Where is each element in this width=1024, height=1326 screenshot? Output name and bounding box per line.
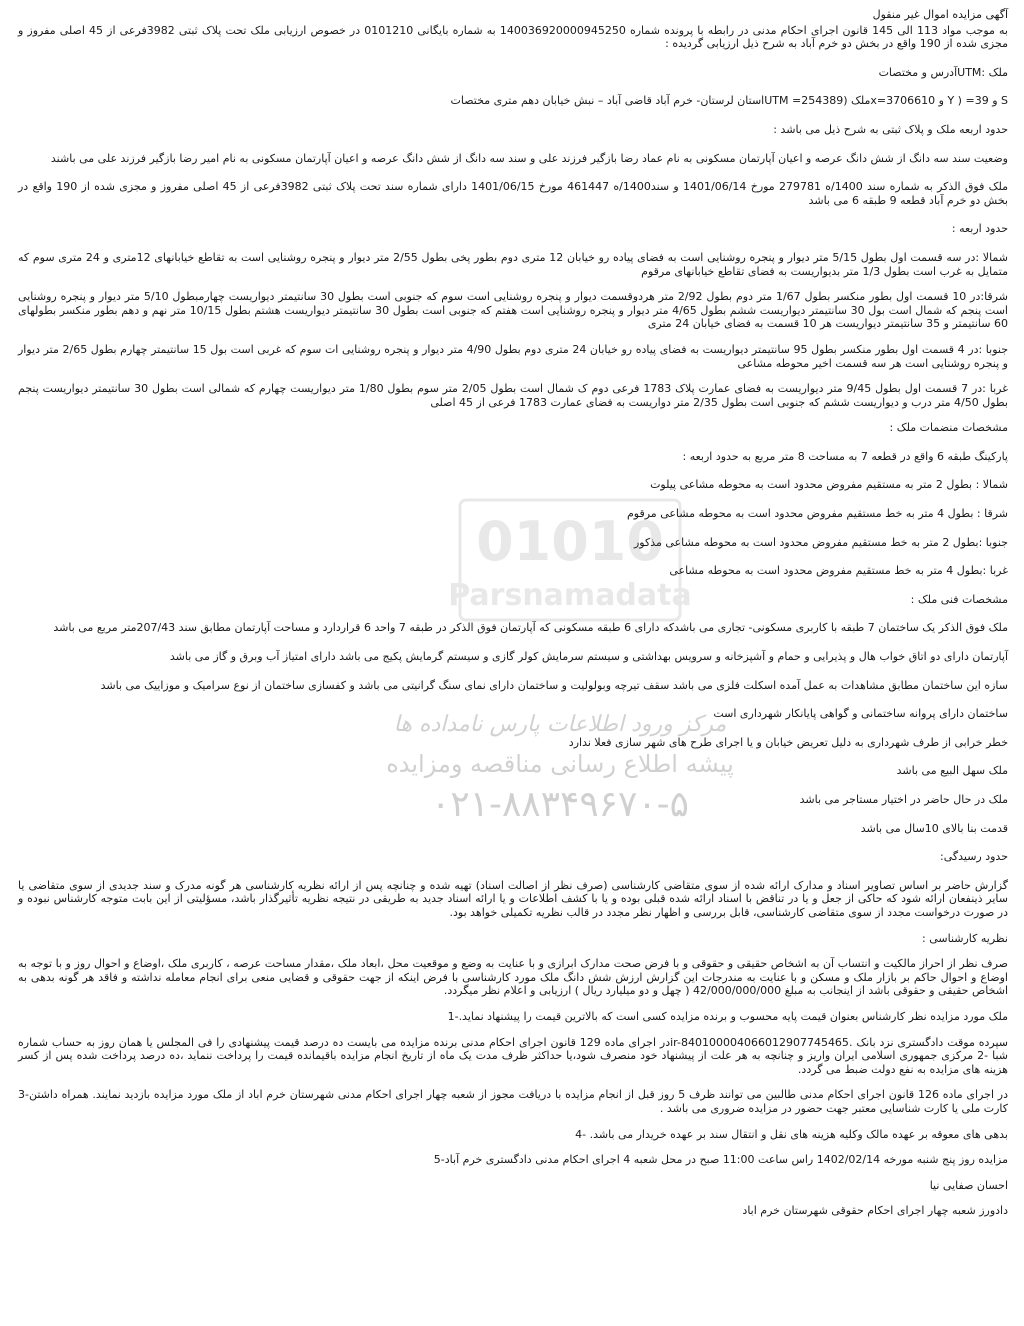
technical-heading: مشخصات فنی ملک : <box>910 592 1008 606</box>
auction-term-5: مزایده روز پنج شنبه مورخه 1402/02/14 راس ساعت 11:00 صبح در محل شعبه 4 اجرای احکام مدنی دادگستری خرم آباد-5 <box>433 1153 1008 1167</box>
expert-opinion-text: صرف نظر از احراز مالکیت و انتساب آن به اشخاص حقیقی و حقوقی و با فرض صحت مدارک ابرازی و با عنایت به وضع و موقعیت محل ،ابعاد ملک ،مقدار مساحت عرصه ، کاربری ملک ،اوضاع و احوال روز و با توجه به اوضاع و احوال حاکم بر بازار ملک و مسکن و با عنایت به مندرجات این گزارش ارزش شش دانگ ملک مورد کارشناسی با فرض اینکه از جهت حقوقی و قضایی منعی برای انجام معامله نداشته و فاقد هر گونه بدهی به اشخاص حقیقی و حقوقی باشد از اینجانب به مبلغ 42/000/000/000 ( چهل و دو میلیارد ریال ) ارزیابی و اعلام نظر میگردد. <box>18 957 1008 998</box>
auction-term-4: بدهی های معوقه بر عهده مالک وکلیه هزینه های نقل و انتقال سند بر عهده خریدار می باشد. -4 <box>575 1127 1008 1141</box>
parking-east: شرقا : بطول 4 متر به خط مستقیم مفروض محدود است به محوطه مشاعی مرقوم <box>626 507 1008 521</box>
apartment-features: آپارتمان دارای دو اتاق خواب هال و پذیرایی و حمام و آشپزخانه و سرویس بهداشتی و سیستم سرمایش کولر گازی و سیستم گرمایش پکیج می باشد دارای امتیاز آب وبرق و گاز می باشد <box>169 650 1008 664</box>
utm-coordinates: S و 39= ( Y و 3706610=xملک (254389= UTMاستان لرستان- خرم آباد قاضی آباد – نبش خیابان دهم متری مختصات <box>450 94 1008 108</box>
appurtenances-heading: مشخصات منضمات ملک : <box>889 421 1008 435</box>
review-scope-text: گزارش حاضر بر اساس تصاویر اسناد و مدارک ارائه شده از سوی متقاضی کارشناسی (صرف نظر از اصالت اسناد) تهیه شده و چنانچه پس از ارائه نظریه کارشناسی هر گونه مدرک و سند جدیدی از سوی متقاضی یا سایر ذینفعان ارائه شود که حاکی از جعل و یا در تناقض با اسناد ارائه شده قبلی بوده و یا با کشف اطلاعات و یا ارائه اسناد جدید به طریقی در نتیجه نظریه تأثیرگذار باشد، مسؤلیتی از این بابت متوجه کارشناس نبوده و در صورت درخواست مجدد از سوی متقاضی کارشناسی، قابل بررسی و اظهار نظر مجدد در قالب نظریه تکمیلی خواهد بود. <box>18 878 1008 919</box>
parking-north: شمالا : بطول 2 متر به مستقیم مفروض محدود است به محوطه مشاعی پیلوت <box>650 478 1008 492</box>
occupancy: ملک در حال حاضر در اختیار مستاجر می باشد <box>799 793 1008 806</box>
auction-term-3: در اجرای ماده 126 قانون اجرای احکام مدنی طالبین می توانند ظرف 5 روز قبل از انجام مزایده با دریافت مجوز از شعبه چهار اجرای احکام مدنی شهرستان خرم اباد از ملک مورد مزایده بازدید نمایند. همراه داشتن-3 کارت ملی یا کارت شناسایی معتبر جهت حضور در مزایده ضروری می باشد . <box>18 1088 1008 1115</box>
watermark-phone: ۰۲۱-۸۸۳۴۹۶۷۰-۵ <box>430 784 689 825</box>
signatory-title: دادورز شعبه چهار اجرای احکام حقوقی شهرستان خرم اباد <box>742 1204 1008 1218</box>
boundary-north: شمالا :در سه قسمت اول بطول 5/15 متر دیوار و پنجره روشنایی است به فضای پیاده رو خیابان 12 متری دوم بطور پخی بطول 2/55 متر دیوار و پنجره روشنایی است به تقاطع خیابانهای 12متری و 24 متری سوم که متمایل به غرب است بطول 1/3 متر بدیواریست به فضای تقاطع خیابانهای مرقوم <box>18 250 1009 278</box>
permit-status: ساختمان دارای پروانه ساختمانی و گواهی پایانکار شهرداری است <box>713 707 1008 721</box>
demolition-risk: خطر خرابی از طرف شهرداری به دلیل تعریض خیابان و یا اجرای طرح های شهر سازی فعلا ندارد <box>568 735 1008 749</box>
building-description: ملک فوق الذکر یک ساختمان 7 طبقه با کاربری مسکونی- تجاری می باشدکه دارای 6 طبقه مسکونی که آپارتمان فوق الذکر در طبقه 7 واحد 6 قراردارد و مساحت آپارتمان مطابق سند 207/43متر مربع می باشد <box>53 621 1008 635</box>
svg-text:01010: 01010 <box>476 510 664 573</box>
notice-title: آگهی مزایده اموال غیر منقول <box>872 8 1008 21</box>
expert-opinion-heading: نظریه کارشناسی : <box>922 931 1008 945</box>
signatory-name: احسان صفایی نیا <box>929 1178 1008 1192</box>
parking-description: پارکینگ طبقه 6 واقع در قطعه 7 به مساحت 8 متر مربع به حدود اربعه : <box>682 449 1008 463</box>
boundaries-heading: حدود اربعه : <box>951 222 1008 236</box>
structure-description: سازه این ساختمان مطابق مشاهدات به عمل آمده اسکلت فلزی می باشد سقف تیرچه وبولولیت و ساختمان دارای نمای سنگ گرانیتی می باشد و کفسازی ساختمان از نوع سرامیک و موزاییک می باشد <box>100 678 1008 692</box>
svg-text:Parsnamadata: Parsnamadata <box>448 578 692 613</box>
boundary-east: شرقا:در 10 قسمت اول بطور منکسر بطول 1/67 متر دوم بطول 2/92 متر هردوقسمت دیوار و پنجره روشنایی است سوم که جنوبی است بطول 30 سانتیمتر دیواریست چهارمبطول 5/10 متر دیوار و پنجره روشنایی است پنجم که شمال است بول 30 سانتیمتر دیواریست ششم بطول 4/65 متر دیوار و پنجره روشنایی است هفتم که جنوبی است بطول 30 سانتیمتر دیواریست هشتم بطول 10/15 متر نهم و دهم بطور منکسر بطولهای 60 سانتیمتر و 35 سانتیمتر دیواریست هر 10 قسمت به فضای خیابان 24 متری <box>18 290 1008 331</box>
watermark-stamp-logo <box>300 490 700 740</box>
auction-term-2: سپرده موقت دادگستری نزد بانک .ir-840100004066012907745465در اجرای ماده 129 قانون اجرای احکام مدنی برنده مزایده می بایست ده درصد قیمت پیشنهادی را فی المجلس یا همان روز به حساب شماره شبا -2 مرکزی جمهوری اسلامی ایران واریز و چنانچه به هر علت از پیشنهاد خود منصرف شود،یا حداکثر ظرف مدت یک ماه از تاریخ انجام مزایده باقیمانده قیمت را پرداخت ننماید ،ده درصد پرداخت شده پس از کسر هزینه های مزایده به نفع دولت ضبط می گردد. <box>18 1035 1008 1076</box>
review-scope-heading: حدود رسیدگی: <box>939 850 1008 864</box>
saleability: ملک سهل البیع می باشد <box>896 764 1008 778</box>
deed-details: ملک فوق الذکر به شماره سند 1400/ه 279781 مورخ 1401/06/14 و سند1400/ه 461447 مورخ 1401/06/15 دارای شماره سند تحت پلاک ثبتی 3982فرعی از 45 اصلی مفروز و مجزی شده از 190 واقع در بخش دو خرم آباد قطعه 9 طبقه 6 می باشد <box>18 180 1009 207</box>
parking-west: غربا :بطول 4 متر به خط مستقیم مفروض محدود است به محوطه مشاعی <box>669 564 1008 578</box>
utm-heading: ملک :UTMآدرس و مختصات <box>878 65 1008 79</box>
boundaries-intro: حدود اربعه ملک و پلاک ثبتی به شرح ذیل می باشد : <box>773 122 1008 136</box>
watermark-line-2: پیشه اطلاع رسانی مناقصه ومزایده <box>386 750 734 778</box>
boundary-south: جنوبا :در 4 قسمت اول بطور منکسر بطول 95 سانتیمتر دیواریست به فضای پیاده رو خیابان 24 متری دوم بطول 4/90 متر دیوار و پنجره روشنایی ات سوم که غربی است بول 15 سانتیمتر چهارم بطول 2/65 متر دیوار و پنجره روشنایی است هر سه قسمت اخیر محوطه مشاعی <box>18 342 1008 370</box>
deed-status: وضعیت سند سه دانگ از شش دانگ عرصه و اعیان آپارتمان مسکونی به نام عماد رضا بازگیر فرزند علی و سند سه دانگ از شش دانگ عرصه و اعیان آپارتمان مسکونی به نام امیر رضا بازگیر فرزند علی می باشند <box>50 151 1008 165</box>
boundary-west: غربا :در 7 قسمت اول بطول 9/45 متر دیواریست به فضای عمارت پلاک 1783 فرعی دوم ک شمال است بطول 2/05 متر سوم بطول 1/80 متر دیواریست چهارم که شمالی است بطول 30 سانتیمتر دیواریست پنجم بطول 4/50 متر درب و دیواریست ششم که جنوبی است بطول 2/35 متر دواریست به فضای عمارت 1783 فرعی از 45 اصلی <box>18 382 1008 409</box>
auction-term-1: ملک مورد مزایده نظر کارشناس بعنوان قیمت پایه محسوب و برنده مزایده کسی است که بالاترین قیمت را پیشنهاد نماید.-1 <box>447 1009 1008 1023</box>
building-age: قدمت بنا بالای 10سال می باشد <box>860 821 1008 835</box>
intro-paragraph: به موجب مواد 113 الی 145 قانون اجرای احکام مدنی در رابطه با پرونده شماره 140036920000945250 به شماره بایگانی 0101210 در خصوص ارزیابی ملک تحت پلاک ثبتی 3982فرعی از 45 اصلی مفروز و مجزی شده از 190 واقع در بخش دو خرم آباد به شرح ذیل ارزیابی گردیده : <box>18 23 1008 51</box>
parking-south: جنوبا :بطول 2 متر به خط مستقیم مفروض محدود است به محوطه مشاعی مذکور <box>633 535 1008 549</box>
watermark-line-1: مرکز ورود اطلاعات پارس نامداده ها <box>393 712 727 737</box>
